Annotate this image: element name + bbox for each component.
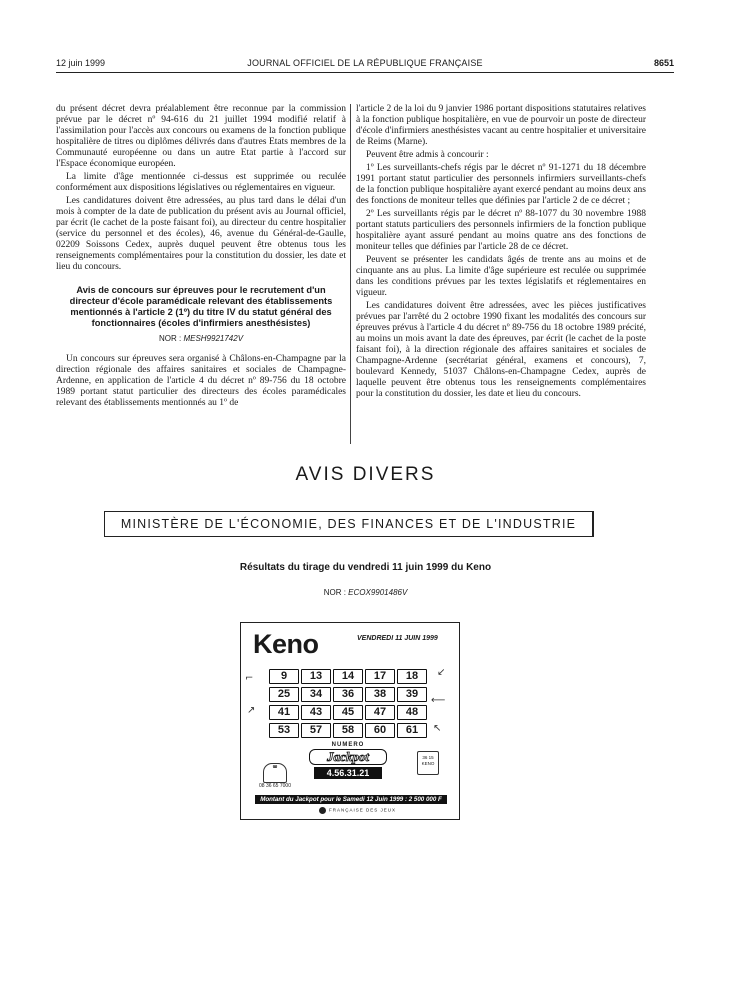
keno-logo: Keno	[253, 629, 319, 659]
left-column	[56, 104, 346, 411]
scribble-arrow-icon: ↗	[247, 705, 256, 716]
jackpot-word: Jackpot	[309, 749, 387, 765]
scribble-arrow-icon: ↖	[433, 723, 442, 734]
notice-nor	[56, 333, 346, 344]
jackpot-amount-bar: Montant du Jackpot pour le Samedi 12 Juin 1999 : 2 500 000 F	[255, 795, 447, 804]
keno-number: 53	[269, 723, 299, 738]
scribble-arrow-icon: ↙	[437, 667, 446, 678]
keno-number: 39	[397, 687, 427, 702]
keno-number: 58	[333, 723, 363, 738]
header-date: 12 juin 1999	[56, 58, 106, 68]
header-page-number: 8651	[653, 58, 674, 68]
jackpot-number: 4.56.31.21	[314, 767, 382, 779]
phone-icon: ☎	[263, 763, 287, 783]
right-paragraph: l'article 2 de la loi du 9 janvier 1986 portant dispositions statutaires relatives à la fonction publique hospitalière, en vue de pourvoir un poste de directeur d'école d'infirmiers anesthésistes vacant au centre hospitalier et universitaire de Reims (Marne).	[356, 104, 646, 147]
keno-results-card	[240, 622, 460, 820]
ministry-box: MINISTÈRE DE L'ÉCONOMIE, DES FINANCES ET DE L'INDUSTRIE	[104, 511, 594, 537]
keno-number: 61	[397, 723, 427, 738]
right-paragraph: Peuvent être admis à concourir :	[366, 150, 489, 160]
keno-number: 9	[269, 669, 299, 684]
right-paragraph: Peuvent se présenter les candidats âgés de trente ans au moins et de cinquante ans au plus. La limite d'âge supérieure est reculée ou supprimée dans les conditions prévues par les textes législatifs et réglementaires en vigueur.	[356, 255, 646, 298]
nor-label: NOR :	[323, 588, 346, 597]
left-paragraph: Les candidatures doivent être adressées, au plus tard dans le délai d'un mois à compter de la date de publication du présent avis au Journal officiel, par écrit (le cachet de la poste faisant foi), au directeur du centre hospitalier (service du personnel et des écoles), 46, avenue du Général-de-Gaulle, 02209 Soissons Cedex, auprès duquel peuvent être obtenus tous les renseignements complémentaires pour la constitution du dossier, les date et lieu du concours.	[56, 196, 346, 272]
right-column	[356, 104, 646, 402]
results-title: Résultats du tirage du vendredi 11 juin 1999 du Keno	[239, 562, 492, 573]
keno-number: 48	[397, 705, 427, 720]
page-header	[56, 58, 674, 72]
keno-number: 57	[301, 723, 331, 738]
right-paragraph: 1º Les surveillants-chefs régis par le décret nº 91-1271 du 18 décembre 1991 portant statut particulier des personnels infirmiers surveillants-chefs de la fonction publique hospitalière ayant exercé pendant au moins deux ans des fonctions de moniteur telles que définies par l'article 2 de ce décret ;	[356, 163, 646, 206]
section-title: AVIS DIVERS	[295, 464, 436, 485]
keno-number: 13	[301, 669, 331, 684]
keno-number: 45	[333, 705, 363, 720]
keno-number: 60	[365, 723, 395, 738]
keno-number-grid	[269, 669, 427, 738]
minitel-code: 36 15 KENO	[417, 751, 439, 775]
keno-number: 17	[365, 669, 395, 684]
keno-number: 43	[301, 705, 331, 720]
left-paragraph: du présent décret devra préalablement être reconnue par la commission prévue par le décret nº 94-616 du 21 juillet 1994 modifié relatif à l'assimilation pour l'accès aux concours ou examens de la fonction publique hospitalière de titres ou diplômes délivrés dans d'autres Etats membres de la Communauté européenne ou dans un autre Etat partie à l'accord sur l'Espace économique européen.	[56, 104, 346, 169]
notice-title: Avis de concours sur épreuves pour le recrutement d'un directeur d'école paramédicale relevant des établissements mentionnés à l'article 2 (1º) du titre IV du statut général des fonctionnaires (écoles d'infirmiers anesthésistes)	[69, 285, 333, 328]
jackpot-block	[309, 742, 387, 779]
nor-label: NOR :	[158, 334, 182, 343]
keno-number: 38	[365, 687, 395, 702]
brand-footer	[319, 807, 396, 814]
scribble-arrow-icon: ⟵	[431, 695, 446, 706]
left-paragraph: La limite d'âge mentionnée ci-dessus est supprimée ou reculée conformément aux dispositions législatives ou réglementaires en vigueur.	[56, 172, 346, 193]
scribble-arrow-icon: ⌐	[245, 673, 254, 684]
phone-number: 08 36 65 7000	[259, 783, 291, 789]
keno-number: 14	[333, 669, 363, 684]
right-paragraph: Les candidatures doivent être adressées, avec les pièces justificatives prévues par l'arrêté du 2 octobre 1990 fixant les modalités des concours sur épreuves prévus à l'article 4 du décret nº 89-756 du 18 octobre 1989 précité, au moins un mois avant la date des épreuves, par écrit (le cachet de la poste faisant foi), à la direction régionale des affaires sanitaires et sociales de Champagne-Ardenne (secrétariat général, examens et concours), 7, boulevard Kennedy, 51037 Châlons-en-Champagne Cedex, auprès de laquelle peuvent être obtenus tous les renseignements complémentaires pour la constitution du dossier, les date et lieu du concours.	[356, 301, 646, 399]
column-separator	[350, 104, 351, 444]
header-rule	[56, 72, 674, 73]
nor-code: ECOX9901486V	[348, 588, 408, 597]
jackpot-label: NUMERO	[331, 742, 365, 748]
keno-number: 36	[333, 687, 363, 702]
nor-code: MESH9921742V	[183, 334, 244, 343]
fdj-logo-icon	[319, 807, 326, 814]
keno-number: 25	[269, 687, 299, 702]
keno-number: 18	[397, 669, 427, 684]
header-journal-title: JOURNAL OFFICIEL DE LA RÉPUBLIQUE FRANÇAISE	[247, 58, 483, 68]
results-nor	[0, 588, 731, 597]
brand-name: FRANÇAISE DES JEUX	[329, 807, 397, 813]
right-paragraph: 2º Les surveillants régis par le décret nº 88-1077 du 30 novembre 1988 portant statuts particuliers des personnels infirmiers de la fonction publique hospitalière ayant assuré pendant au moins quatre ans des fonctions de moniteur telles que définies par l'article 28 de ce décret.	[356, 209, 646, 252]
keno-draw-date: VENDREDI 11 JUIN 1999	[357, 635, 438, 642]
left-paragraph: Un concours sur épreuves sera organisé à Châlons-en-Champagne par la direction régionale des affaires sanitaires et sociales de Champagne-Ardenne, en application de l'article 4 du décret nº 89-756 du 18 octobre 1989 portant statut particulier des directeurs des écoles paramédicales relevant des établissements mentionnés au 1º de	[56, 354, 346, 408]
keno-number: 34	[301, 687, 331, 702]
keno-number: 41	[269, 705, 299, 720]
keno-number: 47	[365, 705, 395, 720]
